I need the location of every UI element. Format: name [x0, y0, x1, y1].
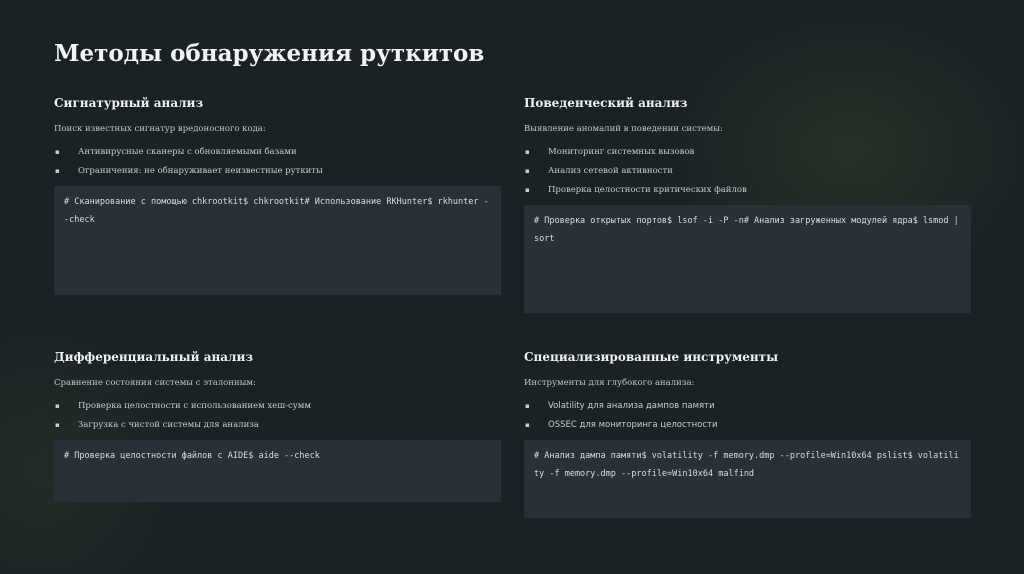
list-item: [524, 147, 972, 158]
code-block: # Проверка открытых портов$ lsof -i -P -n# Анализ загруженных модулей ядра$ lsmod | sort: [524, 205, 971, 313]
bullet-icon: ▪: [55, 402, 60, 410]
bullet-list: [524, 401, 972, 431]
list-item: [524, 420, 972, 431]
list-item: [54, 166, 502, 177]
bullet-icon: ▪: [55, 421, 60, 429]
bullet-icon: ▪: [525, 148, 530, 156]
list-item: [524, 185, 972, 196]
list-item-text: Проверка целостности критических файлов: [548, 185, 747, 195]
list-item: [54, 401, 502, 412]
code-block: # Сканирование с помощью chkrootkit$ chkrootkit# Использование RKHunter$ rkhunter --check: [54, 186, 501, 295]
list-item: [54, 420, 502, 431]
list-item: [524, 401, 972, 412]
list-item-text: Мониторинг системных вызовов: [548, 147, 695, 157]
list-item-text: Антивирусные сканеры с обновляемыми базами: [78, 147, 297, 157]
bullet-icon: ▪: [525, 167, 530, 175]
section-differential-analysis: [54, 350, 502, 502]
section-behavioral-analysis: [524, 96, 972, 313]
list-item-text: Проверка целостности с использованием хеш-сумм: [78, 401, 311, 411]
bullet-icon: ▪: [55, 148, 60, 156]
section-intro: Инструменты для глубокого анализа:: [524, 378, 695, 388]
list-item-text: Анализ сетевой активности: [548, 166, 673, 176]
section-heading: Специализированные инструменты: [524, 350, 779, 364]
code-block: # Проверка целостности файлов с AIDE$ aide --check: [54, 440, 501, 502]
section-specialized-tools: [524, 350, 972, 518]
list-item-text: Ограничения: не обнаруживает неизвестные руткиты: [78, 166, 323, 176]
bullet-list: [54, 147, 502, 177]
section-intro: Сравнение состояния системы с эталонным:: [54, 378, 256, 388]
section-heading: Поведенческий анализ: [524, 96, 688, 110]
list-item-text: OSSEC для мониторинга целостности: [548, 420, 718, 430]
bullet-list: [524, 147, 972, 196]
code-block: # Анализ дампа памяти$ volatility -f memory.dmp --profile=Win10x64 pslist$ volatility -f memory.dmp --profile=Win10x64 malfind: [524, 440, 971, 518]
section-heading: Дифференциальный анализ: [54, 350, 254, 364]
list-item: [54, 147, 502, 158]
section-signature-analysis: [54, 96, 502, 295]
bullet-icon: ▪: [525, 421, 530, 429]
page-title: Методы обнаружения руткитов: [54, 40, 485, 67]
list-item-text: Загрузка с чистой системы для анализа: [78, 420, 259, 430]
bullet-icon: ▪: [525, 402, 530, 410]
list-item: [524, 166, 972, 177]
bullet-list: [54, 401, 502, 431]
bullet-icon: ▪: [55, 167, 60, 175]
bullet-icon: ▪: [525, 186, 530, 194]
section-intro: Выявление аномалий в поведении системы:: [524, 124, 723, 134]
section-heading: Сигнатурный анализ: [54, 96, 204, 110]
list-item-text: Volatility для анализа дампов памяти: [548, 401, 715, 411]
section-intro: Поиск известных сигнатур вредоносного кода:: [54, 124, 266, 134]
